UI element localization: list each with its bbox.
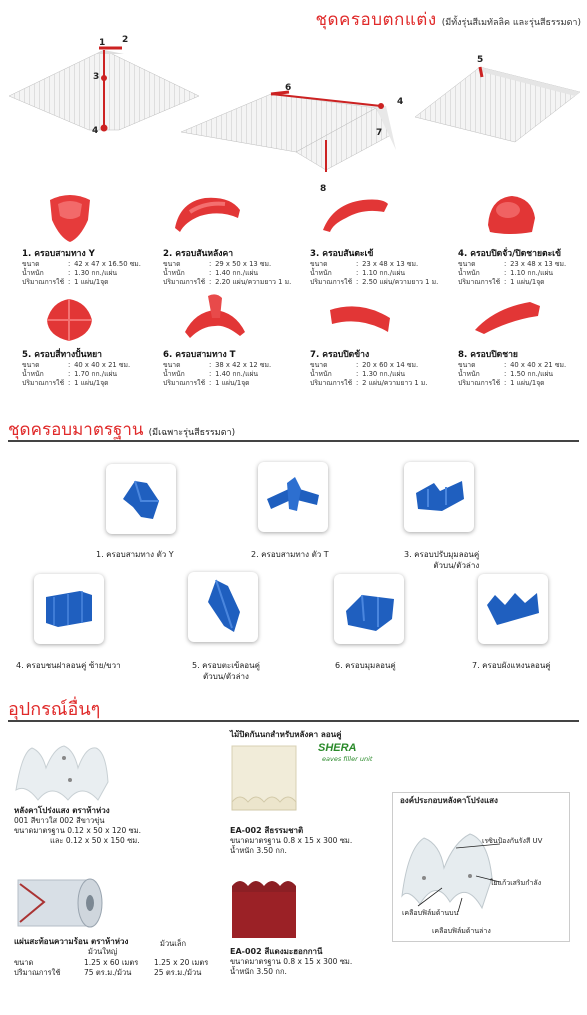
spec-sep: : <box>208 278 212 286</box>
product-5 <box>22 347 157 388</box>
spec-value: 1 แผ่น/1จุด <box>74 379 109 387</box>
spec-sep: : <box>208 361 212 369</box>
clear-sheet-title: หลังคาโปร่งแสง ตราห้าห่วง <box>14 806 110 815</box>
spec-label: น้ำหนัก <box>163 370 185 378</box>
spec-label: น้ำหนัก <box>458 370 480 378</box>
ea-natural-image <box>228 744 300 816</box>
spec-value: 23 x 48 x 13 ซม. <box>362 260 419 268</box>
filler-title: ไม้ปิดกันนกสำหรับหลังคา ลอนคู่ <box>230 730 342 739</box>
roof-illustration-hip <box>4 38 204 138</box>
ea-red-title: EA-002 สีแดงมะฮอกกานี <box>230 947 323 956</box>
standard-header <box>8 416 579 442</box>
spec-label: ปริมาณการใช้ <box>458 379 501 387</box>
gable-end-cap-image <box>480 190 540 240</box>
marker: 6 <box>285 83 292 93</box>
cap-corner-blue-icon <box>340 581 398 637</box>
ea-natural-line: ขนาดมาตรฐาน 0.8 x 15 x 300 ซม. <box>230 836 353 845</box>
clear-sheet-line: ขนาดมาตรฐาน 0.12 x 50 x 120 ซม. <box>14 826 142 835</box>
product-spec-table <box>163 361 273 388</box>
caption-line: ตัวบน/ตัวล่าง <box>203 672 249 681</box>
ea-red-image <box>228 872 300 942</box>
insulation-row2-v1: 75 ตร.ม./ม้วน <box>84 968 132 977</box>
shera-brand: SHERA <box>318 742 357 754</box>
cap-eave-blue-icon <box>483 581 543 637</box>
decor-header <box>315 6 581 33</box>
cap-y-blue-icon <box>113 471 169 527</box>
spec-label: น้ำหนัก <box>163 269 185 277</box>
shera-sub: eaves filler unit <box>322 755 373 763</box>
product-6 <box>163 347 298 388</box>
marker: 1 <box>99 38 106 48</box>
spec-sep: : <box>355 260 359 268</box>
spec-label: ปริมาณการใช้ <box>458 278 501 286</box>
spec-value: 1.50 กก./แผ่น <box>510 370 554 378</box>
caption-line: 6. ครอบมุมลอนคู่ <box>335 661 396 670</box>
spec-label: ขนาด <box>163 361 181 369</box>
standard-item-3-card <box>404 462 474 532</box>
spec-value: 1 แผ่น/1จุด <box>510 278 545 286</box>
spec-value: 1.40 กก./แผ่น <box>215 370 259 378</box>
insulation-row1-v1: 1.25 x 60 เมตร <box>84 958 139 967</box>
spec-label: น้ำหนัก <box>310 269 332 277</box>
ea-natural-title: EA-002 สีธรรมชาติ <box>230 826 304 835</box>
product-name: 3. ครอบสันตะเข้ <box>310 249 374 259</box>
ea-natural-text <box>230 826 352 856</box>
spec-sep: : <box>67 260 71 268</box>
spec-value: 1 แผ่น/1จุด <box>74 278 109 286</box>
insulation-col2: ม้วนเล็ก <box>160 939 186 948</box>
cap-hip-blue-icon <box>194 576 252 638</box>
spec-label: ขนาด <box>458 361 476 369</box>
spec-label: ปริมาณการใช้ <box>22 278 65 286</box>
spec-value: 1.30 กก./แผ่น <box>362 370 406 378</box>
side-cap-image <box>326 298 396 338</box>
spec-value: 1 แผ่น/1จุด <box>215 379 250 387</box>
decor-subtitle: (มีทั้งรุ่นสีเมทัลลิค และรุ่นสีธรรมดา) <box>441 18 581 28</box>
component-fiber: ใยแก้วเสริมกำลัง <box>490 879 542 887</box>
product-name: 2. ครอบสันหลังคา <box>163 249 234 259</box>
marker: 4 <box>92 126 99 136</box>
standard-item-4-card <box>34 574 104 644</box>
component-bottom-film: เคลือบฟิล์มด้านล่าง <box>432 927 491 935</box>
marker: 5 <box>477 55 484 65</box>
spec-value: 2.50 แผ่น/ความยาว 1 ม. <box>362 278 439 286</box>
product-name: 5. ครอบสี่ทางปั้นหยา <box>22 350 103 360</box>
eave-cap-image <box>470 294 545 336</box>
spec-value: 42 x 47 x 16.50 ซม. <box>74 260 141 268</box>
standard-item-5-card <box>188 572 258 642</box>
product-spec-table <box>22 361 132 388</box>
insulation-row1-label: ขนาด <box>14 958 34 967</box>
spec-value: 1.30 กก./แผ่น <box>74 269 118 277</box>
ea-red-line: น้ำหนัก 3.50 กก. <box>230 967 287 976</box>
spec-sep: : <box>208 370 212 378</box>
components-title: องค์ประกอบหลังคาโปร่งแสง <box>400 796 498 805</box>
spec-label: ขนาด <box>458 260 476 268</box>
spec-label: ขนาด <box>310 260 328 268</box>
product-8 <box>458 347 587 388</box>
standard-item-5-caption <box>192 660 260 682</box>
clear-sheet-text <box>14 806 141 846</box>
insulation-row2-v2: 25 ตร.ม./ม้วน <box>154 968 202 977</box>
product-1 <box>22 246 157 287</box>
spec-sep: : <box>67 278 71 286</box>
ea-red-text <box>230 947 352 977</box>
spec-sep: : <box>503 370 507 378</box>
spec-sep: : <box>355 379 359 387</box>
product-spec-table <box>458 260 568 287</box>
spec-sep: : <box>208 269 212 277</box>
standard-item-2-caption <box>251 549 329 560</box>
t-cap-image <box>180 292 250 344</box>
product-name: 4. ครอบปิดจั่ว/ปิดชายตะเข้ <box>458 249 561 259</box>
spec-sep: : <box>67 269 71 277</box>
insulation-row1-v2: 1.25 x 20 เมตร <box>154 958 209 967</box>
spec-sep: : <box>208 379 212 387</box>
component-uv: เรซินป้องกันรังสี UV <box>482 837 543 845</box>
spec-value: 1.40 กก./แผ่น <box>215 269 259 277</box>
marker: 7 <box>376 128 383 138</box>
spec-sep: : <box>208 260 212 268</box>
spec-label: ปริมาณการใช้ <box>310 278 353 286</box>
hip-cap-image <box>318 194 393 234</box>
spec-sep: : <box>503 260 507 268</box>
spec-label: น้ำหนัก <box>310 370 332 378</box>
decor-title: ชุดครอบตกแต่ง <box>315 10 437 30</box>
roof-illustration-gable <box>410 62 582 147</box>
spec-value: 40 x 40 x 21 ซม. <box>74 361 131 369</box>
spec-value: 38 x 42 x 12 ซม. <box>215 361 272 369</box>
spec-sep: : <box>67 379 71 387</box>
product-name: 1. ครอบสามทาง Y <box>22 249 95 259</box>
product-2 <box>163 246 298 287</box>
spec-sep: : <box>67 361 71 369</box>
spec-value: 23 x 48 x 13 ซม. <box>510 260 567 268</box>
caption-line: ตัวบน/ตัวล่าง <box>433 561 480 570</box>
spec-sep: : <box>503 269 507 277</box>
spec-sep: : <box>503 379 507 387</box>
ridge-cap-image <box>170 190 245 235</box>
others-header <box>8 694 579 722</box>
cap-adjust-blue-icon <box>410 469 468 525</box>
caption-line: 2. ครอบสามทาง ตัว T <box>251 550 329 559</box>
ea-natural-line: น้ำหนัก 3.50 กก. <box>230 846 287 855</box>
shera-logo <box>318 742 357 754</box>
spec-label: ปริมาณการใช้ <box>22 379 65 387</box>
spec-label: น้ำหนัก <box>22 370 44 378</box>
product-name: 6. ครอบสามทาง T <box>163 350 236 360</box>
clear-sheet-image <box>12 742 112 804</box>
spec-label: ขนาด <box>163 260 181 268</box>
spec-label: น้ำหนัก <box>22 269 44 277</box>
caption-line: 1. ครอบสามทาง ตัว Y <box>96 550 174 559</box>
spec-sep: : <box>67 370 71 378</box>
standard-subtitle: (มีเฉพาะรุ่นสีธรรมดา) <box>148 428 236 438</box>
standard-item-7-caption <box>472 660 551 671</box>
spec-value: 29 x 50 x 13 ซม. <box>215 260 272 268</box>
standard-item-6-card <box>334 574 404 644</box>
standard-title: ชุดครอบมาตรฐาน <box>8 420 144 440</box>
insulation-text <box>14 937 224 978</box>
caption-line: 7. ครอบผังแหงนลอนคู่ <box>472 661 551 670</box>
ea-red-line: ขนาดมาตรฐาน 0.8 x 15 x 300 ซม. <box>230 957 353 966</box>
marker: 4 <box>397 97 404 107</box>
component-top-film: เคลือบฟิล์มด้านบน <box>402 909 459 917</box>
standard-item-7-card <box>478 574 548 644</box>
insulation-roll-image <box>14 872 109 932</box>
spec-label: ขนาด <box>22 361 40 369</box>
insulation-row2-label: ปริมาณการใช้ <box>14 968 61 977</box>
spec-label: ปริมาณการใช้ <box>310 379 353 387</box>
product-spec-table <box>163 260 293 287</box>
spec-value: 1.10 กก./แผ่น <box>362 269 406 277</box>
product-spec-table <box>310 361 429 388</box>
caption-line: 3. ครอบปรับมุมลอนคู่ <box>404 550 480 559</box>
spec-label: ขนาด <box>22 260 40 268</box>
ridge-cap-y-image <box>40 190 100 245</box>
insulation-col1: ม้วนใหญ่ <box>88 947 118 956</box>
product-spec-table <box>22 260 143 287</box>
spec-sep: : <box>503 278 507 286</box>
marker: 3 <box>93 72 100 82</box>
cap-t-blue-icon <box>263 469 323 525</box>
spec-value: 2 แผ่น/ความยาว 1 ม. <box>362 379 428 387</box>
cap-side-blue-icon <box>40 581 98 637</box>
clear-sheet-line: และ 0.12 x 50 x 150 ซม. <box>50 836 140 845</box>
insulation-title: แผ่นสะท้อนความร้อน ตราห้าห่วง <box>14 937 129 946</box>
spec-label: น้ำหนัก <box>458 269 480 277</box>
spec-label: ขนาด <box>310 361 328 369</box>
clear-sheet-line: 001 สีขาวใส 002 สีขาวขุ่น <box>14 816 105 825</box>
product-name: 7. ครอบปิดข้าง <box>310 350 370 360</box>
spec-value: 40 x 40 x 21 ซม. <box>510 361 567 369</box>
spec-value: 1.70 กก./แผ่น <box>74 370 118 378</box>
standard-item-1-caption <box>96 549 174 560</box>
product-spec-table <box>458 361 568 388</box>
marker: 2 <box>122 35 129 45</box>
others-title: อุปกรณ์อื่นๆ <box>8 699 101 720</box>
spec-sep: : <box>355 361 359 369</box>
caption-line: 4. ครอบชนฝาลอนคู่ ซ้าย/ขวา <box>16 661 121 670</box>
four-way-cap-image <box>42 296 97 344</box>
spec-label: ปริมาณการใช้ <box>163 278 206 286</box>
standard-item-2-card <box>258 462 328 532</box>
spec-value: 20 x 60 x 14 ซม. <box>362 361 419 369</box>
spec-sep: : <box>355 278 359 286</box>
product-3 <box>310 246 445 287</box>
product-name: 8. ครอบปิดชาย <box>458 350 518 360</box>
spec-value: 1 แผ่น/1จุด <box>510 379 545 387</box>
spec-value: 2.20 แผ่น/ความยาว 1 ม. <box>215 278 292 286</box>
spec-sep: : <box>503 361 507 369</box>
standard-item-6-caption <box>335 660 396 671</box>
product-7 <box>310 347 445 388</box>
product-4 <box>458 246 587 287</box>
spec-sep: : <box>355 370 359 378</box>
product-spec-table <box>310 260 440 287</box>
spec-sep: : <box>355 269 359 277</box>
marker: 8 <box>320 184 327 194</box>
spec-value: 1.10 กก./แผ่น <box>510 269 554 277</box>
caption-line: 5. ครอบตะเข้ลอนคู่ <box>192 661 260 670</box>
standard-item-3-caption <box>404 549 479 571</box>
standard-item-1-card <box>106 464 176 534</box>
components-sheet-image <box>396 818 506 914</box>
spec-label: ปริมาณการใช้ <box>163 379 206 387</box>
standard-item-4-caption <box>16 660 121 671</box>
